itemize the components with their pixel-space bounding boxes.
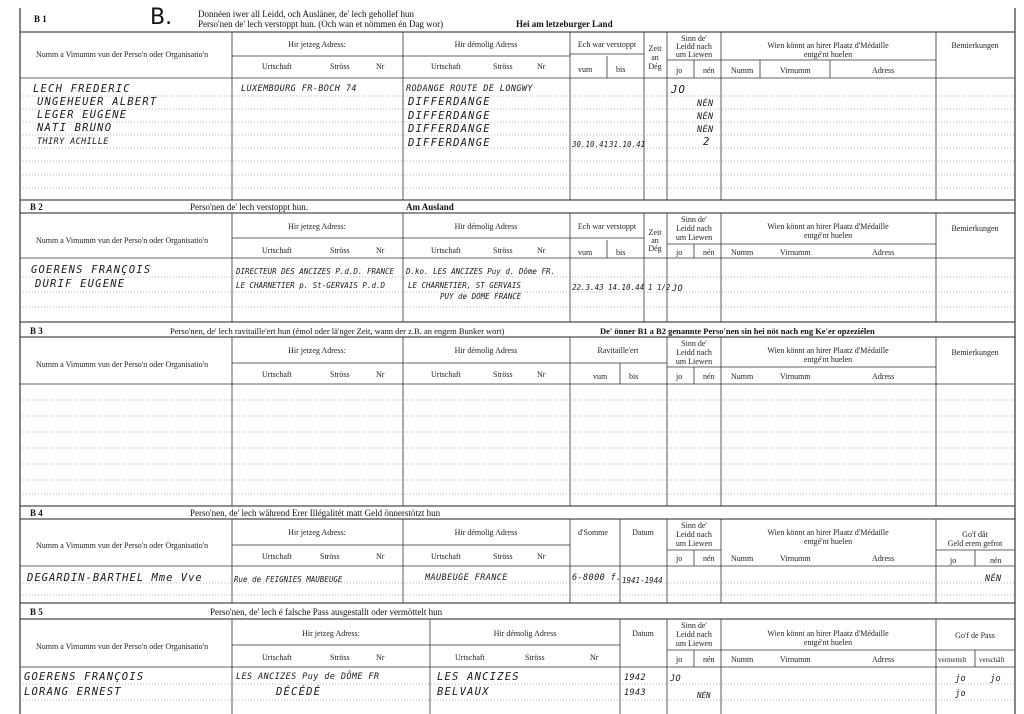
b2-bis: bis: [616, 248, 626, 257]
b2-row2-jo: JO: [672, 284, 684, 294]
b2-row2-former: LE CHARNETIER, ST GERVAIS: [408, 281, 521, 290]
b1-row2-former: DIFFERDANGE: [408, 96, 491, 108]
b3-former-address-header: Hir démolig Adress: [454, 346, 518, 355]
b2-title: Perso'nen de' lech verstoppt hun.: [190, 202, 308, 212]
b5-verschaft: verschâft: [979, 656, 1005, 664]
b2-stross-2: Ströss: [493, 246, 513, 255]
b2-suffered-1: Sinn de': [681, 215, 707, 224]
b3-urtschaft: Urtschaft: [262, 370, 292, 379]
b2-title-right: Am Ausland: [406, 202, 454, 212]
b2-hidden-header: Ech war verstoppt: [577, 222, 637, 231]
b3-medal-2: entgé'nt huelen: [803, 355, 853, 364]
b4-stross: Ströss: [320, 552, 340, 561]
b4-somme-header: d'Somme: [578, 528, 608, 537]
b5-pass-header: Go'f de Pass: [955, 631, 995, 640]
b4-stross-2: Ströss: [493, 552, 513, 561]
b3-current-address-header: Hir jetzeg Adress:: [288, 346, 346, 355]
b5-title: Perso'nen, de' lech é falsche Pass ausgestallt oder vermöttelt hun: [210, 607, 443, 617]
b4-former-address-header: Hir démolig Adress: [454, 528, 518, 537]
b3-urtschaft-2: Urtschaft: [431, 370, 461, 379]
b4-row1-current: Rue de FEIGNIES MAUBEUGE: [234, 575, 343, 584]
b4-medal-1: Wien könnt an hirer Plaatz d'Médaille: [767, 528, 889, 537]
b5-stross-2: Ströss: [525, 653, 545, 662]
b5-row1-versch: jo: [990, 674, 1002, 684]
b2-numm: Numm: [731, 248, 754, 257]
b5-medal-1: Wien könnt an hirer Plaatz d'Médaille: [767, 629, 889, 638]
b4-jo: jo: [676, 554, 683, 563]
b1-row1-name: LECH FREDERIC: [33, 83, 131, 95]
b2-medal-1: Wien könnt an hirer Plaatz d'Médaille: [767, 222, 889, 231]
b1-row2-name: UNGEHEUER ALBERT: [37, 96, 158, 108]
b4-suffered-1: Sinn de': [681, 521, 707, 530]
b3-remarks: Bemierkungen: [951, 348, 999, 357]
b1-virnumm: Virnumm: [780, 66, 811, 75]
b2-former-address-header: Hir démolig Adress: [454, 222, 518, 231]
b5-jo: jo: [676, 655, 683, 664]
b3-nen: nén: [703, 372, 715, 381]
b2-row2-deg: 1 1/2: [648, 283, 671, 292]
b1-row3-nen: NÉN: [697, 112, 714, 122]
b1-row1-current: LUXEMBOURG FR-BOCH 74: [241, 84, 357, 94]
b1-row5-former: DIFFERDANGE: [408, 137, 491, 149]
b3-adress: Adress: [872, 372, 895, 381]
b5-row1-former: LES ANCIZES: [437, 671, 520, 683]
b1-row4-name: NATI BRUNO: [37, 122, 113, 134]
b3-nr: Nr: [376, 370, 385, 379]
b5-stross: Ströss: [330, 653, 350, 662]
b2-vum: vum: [578, 248, 593, 257]
b3-vum: vum: [593, 372, 608, 381]
b4-numm: Numm: [731, 554, 754, 563]
b4-row1-name: DEGARDIN-BARTHEL Mme Vve: [27, 572, 203, 584]
b1-urtschaft: Urtschaft: [262, 62, 292, 71]
section-code-b2: B 2: [30, 202, 43, 212]
b5-row2-current: DÉCÉDÉ: [276, 686, 322, 698]
b3-numm: Numm: [731, 372, 754, 381]
section-code-b1: B 1: [34, 14, 47, 24]
b1-zeit-deg: Dég: [648, 62, 662, 71]
b5-suffered-3: um Liewen: [675, 639, 713, 648]
b2-row1-former: D.ko. LES ANCIZES Puy d. Dôme FR.: [406, 267, 556, 276]
b2-zeit: Zeit: [648, 228, 662, 237]
b1-suffered-3: um Liewen: [675, 50, 713, 59]
b2-nen: nén: [703, 248, 715, 257]
b5-row1-jo: JO: [670, 674, 682, 684]
b5-suffered-2: Leidd nach: [676, 630, 712, 639]
b5-row1-current: LES ANCIZES Puy de DÔME FR: [236, 672, 380, 682]
b4-gof-jo: jo: [950, 556, 957, 565]
b3-suffered-2: Leidd nach: [676, 348, 712, 357]
b5-datum-header: Datum: [632, 629, 654, 638]
b2-suffered-3: um Liewen: [675, 233, 713, 242]
header-line-1: Donnéen iwer all Leidd, och Ausläner, de' lech gehollef hun: [198, 9, 414, 19]
b4-row1-somme: 6-8000 f.: [572, 573, 622, 583]
b3-virnumm: Virnumm: [780, 372, 811, 381]
b1-nr-2: Nr: [537, 62, 546, 71]
b1-medal-1: Wien könnt an hirer Plaatz d'Médaille: [767, 41, 889, 50]
b4-suffered-3: um Liewen: [675, 539, 713, 548]
b3-suffered-1: Sinn de': [681, 339, 707, 348]
b2-nr-2: Nr: [537, 246, 546, 255]
b3-jo: jo: [676, 372, 683, 381]
b1-row5-vum: 30.10.41: [572, 140, 609, 149]
b1-row4-nen: NÉN: [697, 125, 714, 135]
b1-row1-former: RODANGE ROUTE DE LONGWY: [406, 84, 533, 94]
b1-name-col-header: Numm a Vimumm vun der Perso'n oder Organisatio'n: [36, 50, 209, 59]
b3-nr-2: Nr: [537, 370, 546, 379]
b4-datum-header: Datum: [632, 528, 654, 537]
big-section-letter: B.: [150, 5, 173, 30]
b5-suffered-1: Sinn de': [681, 621, 707, 630]
b5-former-address-header: Hir démolig Adress: [493, 629, 557, 638]
b2-zeit-an: an: [651, 236, 659, 245]
b1-stross: Ströss: [330, 62, 350, 71]
b1-numm: Numm: [731, 66, 754, 75]
b2-nr: Nr: [376, 246, 385, 255]
b1-jo: jo: [676, 66, 683, 75]
b5-nen: nén: [703, 655, 715, 664]
b5-row2-nen: NÉN: [697, 691, 711, 700]
section-code-b3: B 3: [30, 326, 43, 336]
b2-row1-name: GOERENS FRANÇOIS: [31, 264, 152, 276]
b5-nr: Nr: [376, 653, 385, 662]
b3-title: Perso'nen, de' lech ravitaille'ert hun (émol oder lä'nger Zeit, wann der z.B. an engem Bunker wort): [170, 326, 505, 336]
b1-zeit: Zeit: [648, 44, 662, 53]
b1-remarks: Bemierkungen: [951, 41, 999, 50]
b2-row2-name: DURIF EUGENE: [35, 278, 126, 290]
b2-zeit-deg: Dég: [648, 244, 662, 253]
header-line-2-right: Hei am letzeburger Land: [516, 19, 613, 29]
b1-hidden-header: Ech war verstoppt: [577, 40, 637, 49]
section-code-b5: B 5: [30, 607, 43, 617]
b1-zeit-an: an: [651, 53, 659, 62]
section-code-b4: B 4: [30, 508, 43, 518]
b2-medal-2: entgé'nt huelen: [803, 231, 853, 240]
b4-medal-2: entgé'nt huelen: [803, 537, 853, 546]
b1-suffered-2: Leidd nach: [676, 42, 712, 51]
b2-name-col-header: Numm a Vimumm vun der Perso'n oder Organisatio'n: [36, 236, 209, 245]
b2-row1-current: DIRECTEUR DES ANCIZES P.d.D. FRANCE: [236, 267, 395, 276]
b2-urtschaft-2: Urtschaft: [431, 246, 461, 255]
b1-bis: bis: [616, 65, 626, 74]
b1-row3-former: DIFFERDANGE: [408, 110, 491, 122]
b5-numm: Numm: [731, 655, 754, 664]
b1-nen: nén: [703, 66, 715, 75]
b4-suffered-2: Leidd nach: [676, 530, 712, 539]
b1-row5-name: THIRY ACHILLE: [37, 137, 109, 147]
b4-virnumm: Virnumm: [780, 554, 811, 563]
b2-jo: jo: [676, 248, 683, 257]
b4-urtschaft: Urtschaft: [262, 552, 292, 561]
b1-row2-nen: NÉN: [697, 99, 714, 109]
b4-gof-nen: nén: [990, 556, 1002, 565]
header-line-2: Perso'nen de' lech verstoppt hun. (Och wan et nömmen én Dag wor): [198, 19, 444, 29]
b4-row1-datum: 1941-1944: [622, 576, 663, 585]
b4-title: Perso'nen, de' lech während Erer Illégalitét matt Geld önnerstötzt hun: [190, 508, 441, 518]
b1-current-address-header: Hir jetzeg Adress:: [288, 40, 346, 49]
b1-former-address-header: Hir démolig Adress: [454, 40, 518, 49]
b3-medal-1: Wien könnt an hirer Plaatz d'Médaille: [767, 346, 889, 355]
b5-medal-2: entgé'nt huelen: [803, 638, 853, 647]
b1-row5-bis: 31.10.41: [609, 140, 646, 149]
b5-vermettelt: vermettelt: [938, 656, 967, 664]
b5-row2-former: BELVAUX: [437, 686, 490, 698]
b5-urtschaft: Urtschaft: [262, 653, 292, 662]
b3-name-col-header: Numm a Vimumm vun der Perso'n oder Organisatio'n: [36, 360, 209, 369]
b2-virnumm: Virnumm: [780, 248, 811, 257]
b4-row1-former: MAUBEUGE FRANCE: [425, 573, 508, 583]
b3-ravit-header: Ravitaille'ert: [597, 346, 639, 355]
b2-suffered-2: Leidd nach: [676, 224, 712, 233]
b3-suffered-3: um Liewen: [675, 357, 713, 366]
b3-stross-2: Ströss: [493, 370, 513, 379]
b3-stross: Ströss: [330, 370, 350, 379]
b4-nr-2: Nr: [537, 552, 546, 561]
b2-row2-current: LE CHARNETIER p. St-GERVAIS P.d.D: [236, 281, 386, 290]
b1-stross-2: Ströss: [493, 62, 513, 71]
b1-row4-former: DIFFERDANGE: [408, 123, 491, 135]
b5-current-address-header: Hir jetzeg Adress:: [302, 629, 360, 638]
b4-current-address-header: Hir jetzeg Adress:: [288, 528, 346, 537]
b2-urtschaft: Urtschaft: [262, 246, 292, 255]
b4-gof-1: Go'f dât: [962, 530, 988, 539]
b1-row3-name: LEGER EUGENE: [37, 109, 128, 121]
b1-adress: Adress: [872, 66, 895, 75]
b4-nr: Nr: [376, 552, 385, 561]
b5-row1-name: GOERENS FRANÇOIS: [24, 671, 145, 683]
b4-row1-nen: NÉN: [985, 574, 1002, 584]
b4-adress: Adress: [872, 554, 895, 563]
b5-adress: Adress: [872, 655, 895, 664]
b2-current-address-header: Hir jetzeg Adress:: [288, 222, 346, 231]
b2-row2-former-line2: PUY de DOME FRANCE: [440, 292, 522, 301]
b2-row2-vum: 22.3.43: [572, 283, 604, 292]
b5-name-col-header: Numm a Vimumm vun der Perso'n oder Organisatio'n: [36, 642, 209, 651]
b4-name-col-header: Numm a Vimumm vun der Perso'n oder Organisatio'n: [36, 541, 209, 550]
b1-medal-2: entgé'nt huelen: [803, 50, 853, 59]
b3-bis: bis: [629, 372, 639, 381]
b5-row1-datum: 1942: [624, 673, 647, 683]
b1-nr: Nr: [376, 62, 385, 71]
b1-suffered-1: Sinn de': [681, 34, 707, 43]
b1-row5-nen: 2: [703, 136, 711, 148]
b5-row2-datum: 1943: [624, 688, 647, 698]
b3-title-right: De' önner B1 a B2 genannte Perso'nen sin hei nöt nach eng Ke'er opzeziélen: [600, 326, 875, 336]
b5-virnumm: Virnumm: [780, 655, 811, 664]
b1-urtschaft-2: Urtschaft: [431, 62, 461, 71]
b5-row1-verm: jo: [955, 674, 967, 684]
b2-remarks: Bemierkungen: [951, 224, 999, 233]
b4-gof-2: Geld erem gefrot: [947, 539, 1003, 548]
b2-adress: Adress: [872, 248, 895, 257]
b1-row1-jo: JO: [671, 84, 687, 96]
b5-row2-name: LORANG ERNEST: [24, 686, 122, 698]
b5-row2-verm: jo: [955, 689, 967, 699]
b5-urtschaft-2: Urtschaft: [455, 653, 485, 662]
b5-nr-2: Nr: [590, 653, 599, 662]
b2-stross: Ströss: [330, 246, 350, 255]
b1-vum: vum: [578, 65, 593, 74]
b2-row2-bis: 14.10.44: [608, 283, 645, 292]
b4-urtschaft-2: Urtschaft: [431, 552, 461, 561]
b4-nen: nén: [703, 554, 715, 563]
